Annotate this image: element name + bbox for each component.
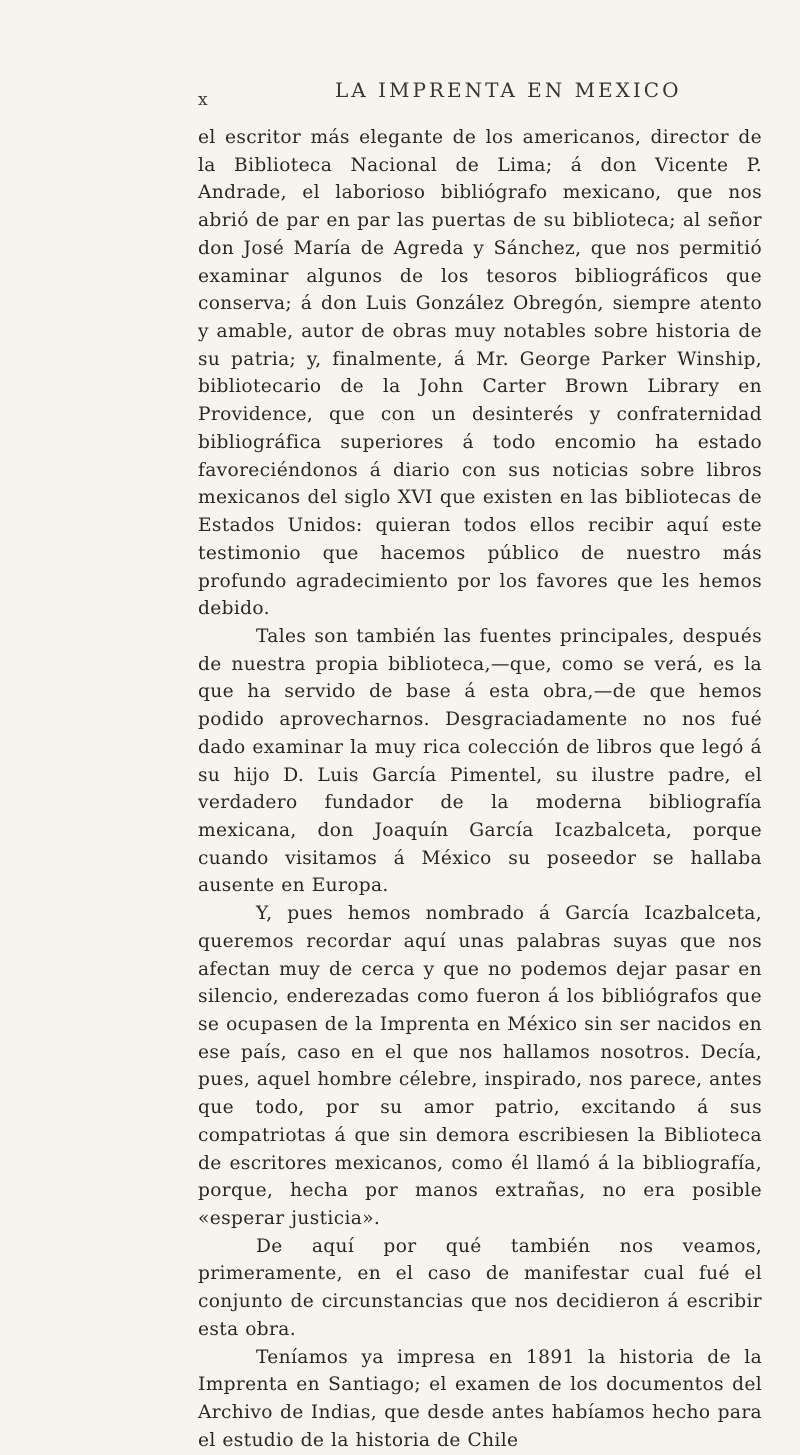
paragraph: Teníamos ya impresa en 1891 la historia de la Imprenta en Santiago; el examen de los documentos del Archivo de Indias, que desde antes habíamos hecho para el estudio de la historia de Chile — [198, 1346, 762, 1451]
running-title: LA IMPRENTA EN MEXICO — [335, 78, 682, 102]
paragraph: De aquí por qué también nos veamos, primeramente, en el caso de manifestar cual fué el conjunto de circunstancias que nos decidieron á escribir esta obra. — [198, 1235, 762, 1340]
paragraph: el escritor más elegante de los americanos, director de la Biblioteca Nacional de Lima; á don Vicente P. Andrade, el laborioso bibliógrafo mexicano, que nos abrió de par en par las puertas de su biblioteca; al señor don José María de Agreda y Sánchez, que nos permitió examinar algunos de los tesoros bibliográficos que conserva; á don Luis González Obregón, siempre atento y amable, autor de obras muy notables sobre historia de su patria; y, finalmente, á Mr. George Parker Winship, bibliotecario de la John Carter Brown Library en Providence, que con un desinterés y confraternidad bibliográfica superiores á todo encomio ha estado favoreciéndonos á diario con sus noticias sobre libros mexicanos del siglo XVI que existen en las bibliotecas de Estados Unidos: quieran todos ellos recibir aquí este testimonio que hacemos público de nuestro más profundo agradecimiento por los favores que les hemos debido. — [198, 127, 762, 620]
paragraph: Tales son también las fuentes principales, después de nuestra propia biblioteca,—que, como se verá, es la que ha servido de base á esta obra,—de que hemos podido aprovecharnos. Desgraciadamente no nos fué dado examinar la muy rica colección de libros que legó á su hijo D. Luis García Pimentel, su ilustre padre, el verdadero fundador de la moderna bibliografía mexicana, don Joaquín García Icazbalceta, porque cuando visitamos á México su poseedor se hallaba ausente en Europa. — [198, 625, 762, 897]
paragraph: Y, pues hemos nombrado á García Icazbalceta, queremos recordar aquí unas palabras suyas que nos afectan muy de cerca y que no podemos dejar pasar en silencio, enderezadas como fueron á los bibliógrafos que se ocupasen de la Imprenta en México sin ser nacidos en ese país, caso en el que nos hallamos nosotros. Decía, pues, aquel hombre célebre, inspirado, nos parece, antes que todo, por su amor patrio, excitando á sus compatriotas á que sin demora escribiesen la Biblioteca de escritores mexicanos, como él llamó á la bibliografía, porque, hecha por manos extrañas, no era posible «esperar justicia». — [198, 903, 762, 1230]
body-text — [198, 124, 762, 1455]
page-number: x — [198, 90, 209, 110]
